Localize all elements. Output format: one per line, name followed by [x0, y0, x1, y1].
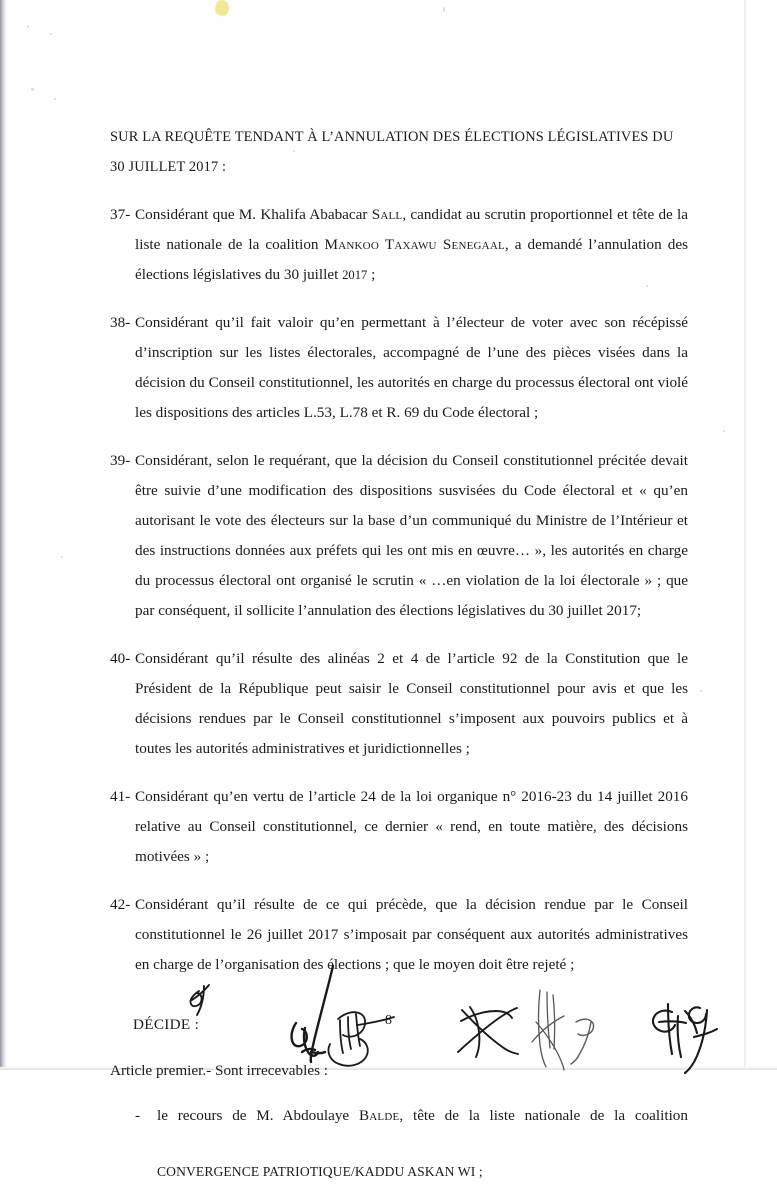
- article-text: [135, 890, 688, 980]
- text-run: Considérant qu’il résulte de ce qui précède, que la décision rendue par le Conseil constitutionnel le 26 juillet 2017 s’imposait par conséquent aux autorités administratives en charge de l’organisation des élections ; que le moyen doit être rejeté ;: [135, 896, 688, 973]
- year-small: 2017: [342, 268, 368, 282]
- bullet-dash: -: [135, 1107, 141, 1124]
- article-text: [135, 644, 688, 764]
- text-run: Considérant qu’il fait valoir qu’en permettant à l’électeur de voter avec son récépissé d’inscription sur les listes électorales, accompagné de l’une des pièces visées dans la décision du Conseil constitutionnel, les autorités en charge du processus électoral ont violé les dispositions des articles L.53, L.78 et R. 69 du Code électoral ;: [135, 314, 688, 421]
- text-run: le recours de M. Abdoulaye: [157, 1107, 359, 1124]
- scan-speck: [700, 690, 702, 692]
- page-number: 8: [385, 1013, 392, 1028]
- decide-label: DÉCIDE :: [133, 1016, 200, 1033]
- scan-speck: [50, 33, 52, 35]
- article-paragraph: [110, 446, 688, 626]
- text-run: Considérant que M. Khalifa Ababacar: [135, 206, 372, 223]
- section-heading-line-2: 30 JUILLET 2017 :: [110, 159, 227, 175]
- article-text: [135, 308, 688, 428]
- article-premier-heading: Article premier.- Sont irrecevables :: [110, 1062, 329, 1079]
- bullet-text-line-2: CONVERGENCE PATRIOTIQUE/KADDU ASKAN WI ;: [157, 1164, 483, 1179]
- article-paragraph: [110, 200, 688, 290]
- article-number: 37-: [110, 206, 131, 223]
- article-number: 39-: [110, 452, 131, 469]
- proper-noun-small-caps: Sall: [371, 206, 403, 223]
- article-paragraph: [110, 782, 688, 872]
- text-run: Considérant qu’en vertu de l’article 24 de la loi organique n° 2016-23 du 14 juillet 2016 relative au Conseil constitutionnel, ce dernier « rend, en toute matière, des décisions motivées » ;: [135, 788, 688, 865]
- scan-edge-right: [744, 0, 746, 1070]
- highlighter-mark: [215, 0, 229, 16]
- proper-noun-small-caps: Mankoo Taxawu Senegaal: [324, 236, 505, 253]
- text-run: , a demandé l’annulation des élections législatives du 30 juillet: [135, 236, 688, 283]
- articles-list: [110, 200, 688, 980]
- article-number: 38-: [110, 314, 131, 331]
- scan-edge-left: [0, 0, 7, 1070]
- article-paragraph: [110, 644, 688, 764]
- scan-speck: [61, 556, 63, 558]
- irrecevable-list-item: [135, 1102, 688, 1186]
- scan-speck: [54, 98, 56, 100]
- scan-speck: [31, 88, 34, 91]
- text-run: Considérant, selon le requérant, que la décision du Conseil constitutionnel précitée devait être suivie d’une modification des dispositions susvisées du Code électoral et « qu’en autorisant le vote des électeurs sur la base d’un communiqué du Ministre de l’Intérieur et des instructions données aux préfets qui les ont mis en œuvre… », les autorités en charge du processus électoral ont organisé le scrutin « …en violation de la loi électorale » ; que par conséquent, il sollicite l’annulation des élections législatives du 30 juillet 2017;: [135, 452, 688, 619]
- article-number: 40-: [110, 650, 131, 667]
- section-heading: [110, 122, 688, 182]
- bullet-text: [157, 1102, 688, 1186]
- article-text: [135, 446, 688, 626]
- scan-speck: [443, 7, 445, 12]
- scan-speck: [723, 430, 725, 432]
- article-paragraph: [110, 890, 688, 980]
- article-number: 42-: [110, 896, 131, 913]
- text-run: Considérant qu’il résulte des alinéas 2 et 4 de l’article 92 de la Constitution que le Président de la République peut saisir le Conseil constitutionnel pour avis et que les décisions rendues par le Conseil constitutionnel s’imposent aux pouvoirs publics et à toutes les autorités administratives et juridictionnelles ;: [135, 650, 688, 757]
- article-text: [135, 782, 688, 872]
- article-text: [135, 200, 688, 290]
- article-paragraph: [110, 308, 688, 428]
- text-run: , candidat au scrutin proportionnel et tête de la liste nationale de la coalition: [135, 206, 688, 253]
- text-run: ;: [367, 266, 376, 283]
- text-run: , tête de la liste nationale de la coalition: [399, 1107, 688, 1124]
- scan-speck: [27, 25, 29, 28]
- article-number: 41-: [110, 788, 131, 805]
- section-heading-line-1: SUR LA REQUÊTE TENDANT À L’ANNULATION DES ÉLECTIONS LÉGISLATIVES DU: [110, 129, 674, 145]
- proper-noun-small-caps: Balde: [358, 1107, 400, 1124]
- bullet-text-line-1: [157, 1102, 688, 1158]
